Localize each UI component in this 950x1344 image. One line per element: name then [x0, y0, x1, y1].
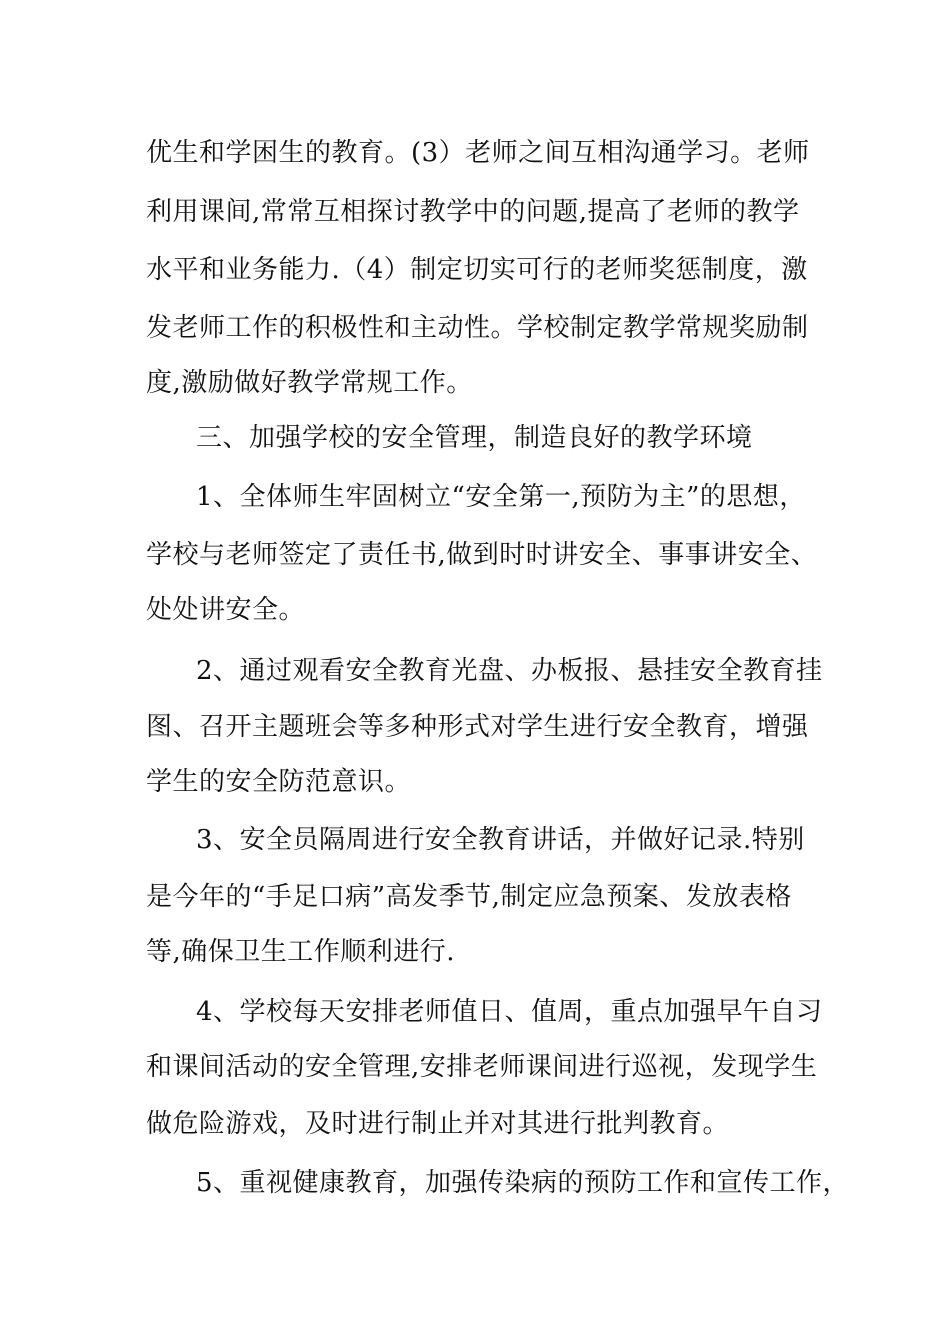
text-line: 处处讲安全。	[146, 595, 306, 625]
text-line: 和课间活动的安全管理,安排老师课间进行巡视，发现学生	[146, 1052, 818, 1082]
text-line: 学校与老师签定了责任书,做到时时讲安全、事事讲安全、	[146, 540, 818, 570]
text-line: 做危险游戏，及时进行制止并对其进行批判教育。	[146, 1109, 730, 1139]
text-line: 3、安全员隔周进行安全教育讲话，并做好记录.特别	[196, 825, 805, 855]
text-line: 发老师工作的积极性和主动性。学校制定教学常规奖励制	[146, 313, 809, 343]
section-heading: 三、加强学校的安全管理，制造良好的教学环境	[196, 423, 753, 453]
text-line: 学生的安全防范意识。	[146, 767, 412, 797]
text-line: 等,确保卫生工作顺利进行.	[146, 937, 456, 967]
text-line: 优生和学困生的教育。(3）老师之间互相沟通学习。老师	[146, 138, 810, 168]
text-line: 是今年的“手足口病”高发季节,制定应急预案、发放表格	[146, 882, 792, 912]
text-line: 1、全体师生牢固树立“安全第一,预防为主”的思想，	[196, 482, 806, 512]
text-line: 4、学校每天安排老师值日、值周，重点加强早午自习	[196, 997, 823, 1027]
text-line: 图、召开主题班会等多种形式对学生进行安全教育，增强	[146, 712, 809, 742]
text-line: 2、通过观看安全教育光盘、办板报、悬挂安全教育挂	[196, 656, 823, 686]
text-line: 利用课间,常常互相探讨教学中的问题,提高了老师的教学	[146, 197, 800, 227]
text-line: 水平和业务能力.（4）制定切实可行的老师奖惩制度，激	[146, 255, 808, 285]
text-line: 度,激励做好教学常规工作。	[146, 368, 473, 398]
text-line: 5、重视健康教育，加强传染病的预防工作和宣传工作，	[196, 1168, 850, 1198]
